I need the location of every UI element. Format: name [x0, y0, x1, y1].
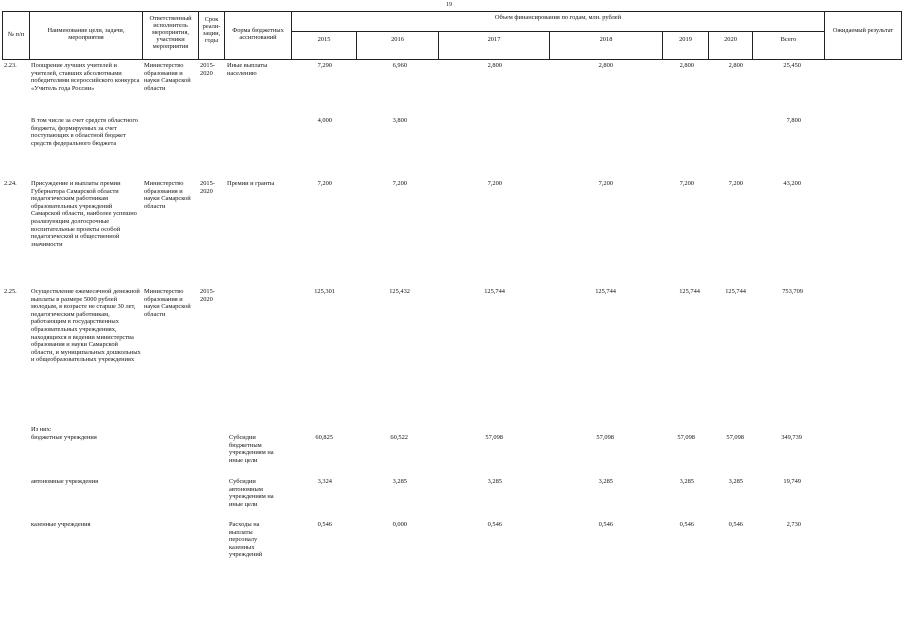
row-number: 2.24.: [4, 180, 17, 187]
value-2020: 3,285: [728, 478, 743, 485]
header-funding: Объем финансирования по годам, млн. рублей: [494, 14, 622, 21]
value-2017: 3,285: [487, 478, 502, 485]
header-no: № п/п: [7, 31, 25, 38]
value-2020: 57,098: [726, 434, 744, 441]
row-form: Иные выплаты населению: [227, 62, 268, 77]
value-2017: 7,200: [487, 180, 502, 187]
row-responsible: Министерство образования и науки Самарской области: [144, 62, 191, 92]
value-2020: 125,744: [725, 288, 746, 295]
value-total: 25,450: [783, 62, 801, 69]
row-form: Субсидии автономным учреждениям на иные цели: [229, 478, 274, 508]
row-name: казенные учреждения: [31, 521, 91, 528]
header-year-2019: 2019: [679, 36, 692, 43]
row-name: автономные учреждения: [31, 478, 99, 485]
value-2016: 3,800: [392, 117, 407, 124]
value-2017: 2,800: [487, 62, 502, 69]
value-2017: 57,098: [485, 434, 503, 441]
header-year-2015: 2015: [317, 36, 331, 43]
value-2018: 3,285: [598, 478, 613, 485]
value-2017: 125,744: [484, 288, 505, 295]
value-2019: 0,546: [679, 521, 694, 528]
row-period: 2015- 2020: [200, 288, 215, 303]
value-2015: 4,000: [317, 117, 332, 124]
value-2018: 2,800: [598, 62, 613, 69]
value-total: 753,709: [782, 288, 803, 295]
row-name: Поощрение лучших учителей и учителей, ставших абсолютными победителями всероссийского конкурса «Учитель года России»: [31, 62, 140, 92]
value-total: 19,749: [783, 478, 801, 485]
row-number: 2.23.: [4, 62, 17, 69]
value-2015: 0,546: [317, 521, 332, 528]
value-2018: 57,098: [596, 434, 614, 441]
row-number: 2.25.: [4, 288, 17, 295]
value-2018: 0,546: [598, 521, 613, 528]
header-year-total: Всего: [780, 36, 797, 43]
header-form: Форма бюджетных ассигнований: [232, 27, 284, 41]
row-period: 2015- 2020: [200, 180, 215, 195]
row-form: Расходы на выплаты персоналу казенных учреждений: [229, 521, 263, 559]
header-year-2020: 2020: [724, 36, 737, 43]
value-2018: 7,200: [598, 180, 613, 187]
row-name: Осуществление ежемесячной денежной выплаты в размере 5000 рублей молодым, в возрасте не старше 30 лет, педагогическим работникам, работающим в государственных образовательных учреждениях, находящихся в ведении министерства образования и науки Самарской области, и муниципальных дошкольных и общеобразовательных учреждениях: [31, 288, 141, 364]
value-2019: 7,200: [679, 180, 694, 187]
header-period: Срок реали-зации, годы: [202, 16, 221, 44]
row-name: В том числе за счет средств областного бюджета, формируемых за счет поступающих в областной бюджет средств федерального бюджета: [31, 117, 138, 147]
value-2015: 3,324: [317, 478, 332, 485]
header-year-2018: 2018: [599, 36, 613, 43]
value-2016: 0,000: [392, 521, 407, 528]
value-2020: 2,800: [728, 62, 743, 69]
value-2017: 0,546: [487, 521, 502, 528]
page-number: 19: [446, 2, 452, 8]
value-2016: 60,522: [390, 434, 408, 441]
value-total: 43,200: [783, 180, 801, 187]
value-2020: 0,546: [728, 521, 743, 528]
header-year-2017: 2017: [487, 36, 501, 43]
value-total: 7,800: [786, 117, 801, 124]
header-name: Наименование цели, задачи, мероприятия: [47, 27, 125, 41]
row-responsible: Министерство образования и науки Самарской области: [144, 180, 191, 210]
header-result: Ожидаемый результат: [832, 27, 894, 34]
value-2015: 125,301: [314, 288, 335, 295]
value-2020: 7,200: [728, 180, 743, 187]
value-2016: 125,432: [389, 288, 410, 295]
header-responsible: Ответственный исполнитель мероприятия, участники мероприятия: [149, 15, 192, 50]
value-2019: 3,285: [679, 478, 694, 485]
value-total: 2,730: [786, 521, 801, 528]
value-2015: 7,200: [317, 180, 332, 187]
value-2016: 3,285: [392, 478, 407, 485]
value-2016: 7,200: [392, 180, 407, 187]
value-2018: 125,744: [595, 288, 616, 295]
value-2019: 57,098: [677, 434, 695, 441]
value-2019: 2,800: [679, 62, 694, 69]
row-name: Присуждение и выплаты премии Губернатора Самарской области педагогическим работникам образовательных учреждений Самарской области, наиболее успешно реализующим долгосрочные воспитательные проекты особой педагогической и общественной значимости: [31, 180, 137, 248]
value-total: 349,739: [781, 434, 802, 441]
row-name: Из них: бюджетные учреждения: [31, 426, 97, 441]
row-responsible: Министерство образования и науки Самарской области: [144, 288, 191, 318]
value-2015: 7,290: [317, 62, 332, 69]
row-form: Субсидии бюджетным учреждениям на иные цели: [229, 434, 274, 464]
row-form: Премии и гранты: [227, 180, 275, 187]
value-2015: 60,825: [315, 434, 333, 441]
header-year-2016: 2016: [391, 36, 404, 43]
row-period: 2015- 2020: [200, 62, 215, 77]
value-2016: 6,960: [392, 62, 407, 69]
value-2019: 125,744: [679, 288, 700, 295]
